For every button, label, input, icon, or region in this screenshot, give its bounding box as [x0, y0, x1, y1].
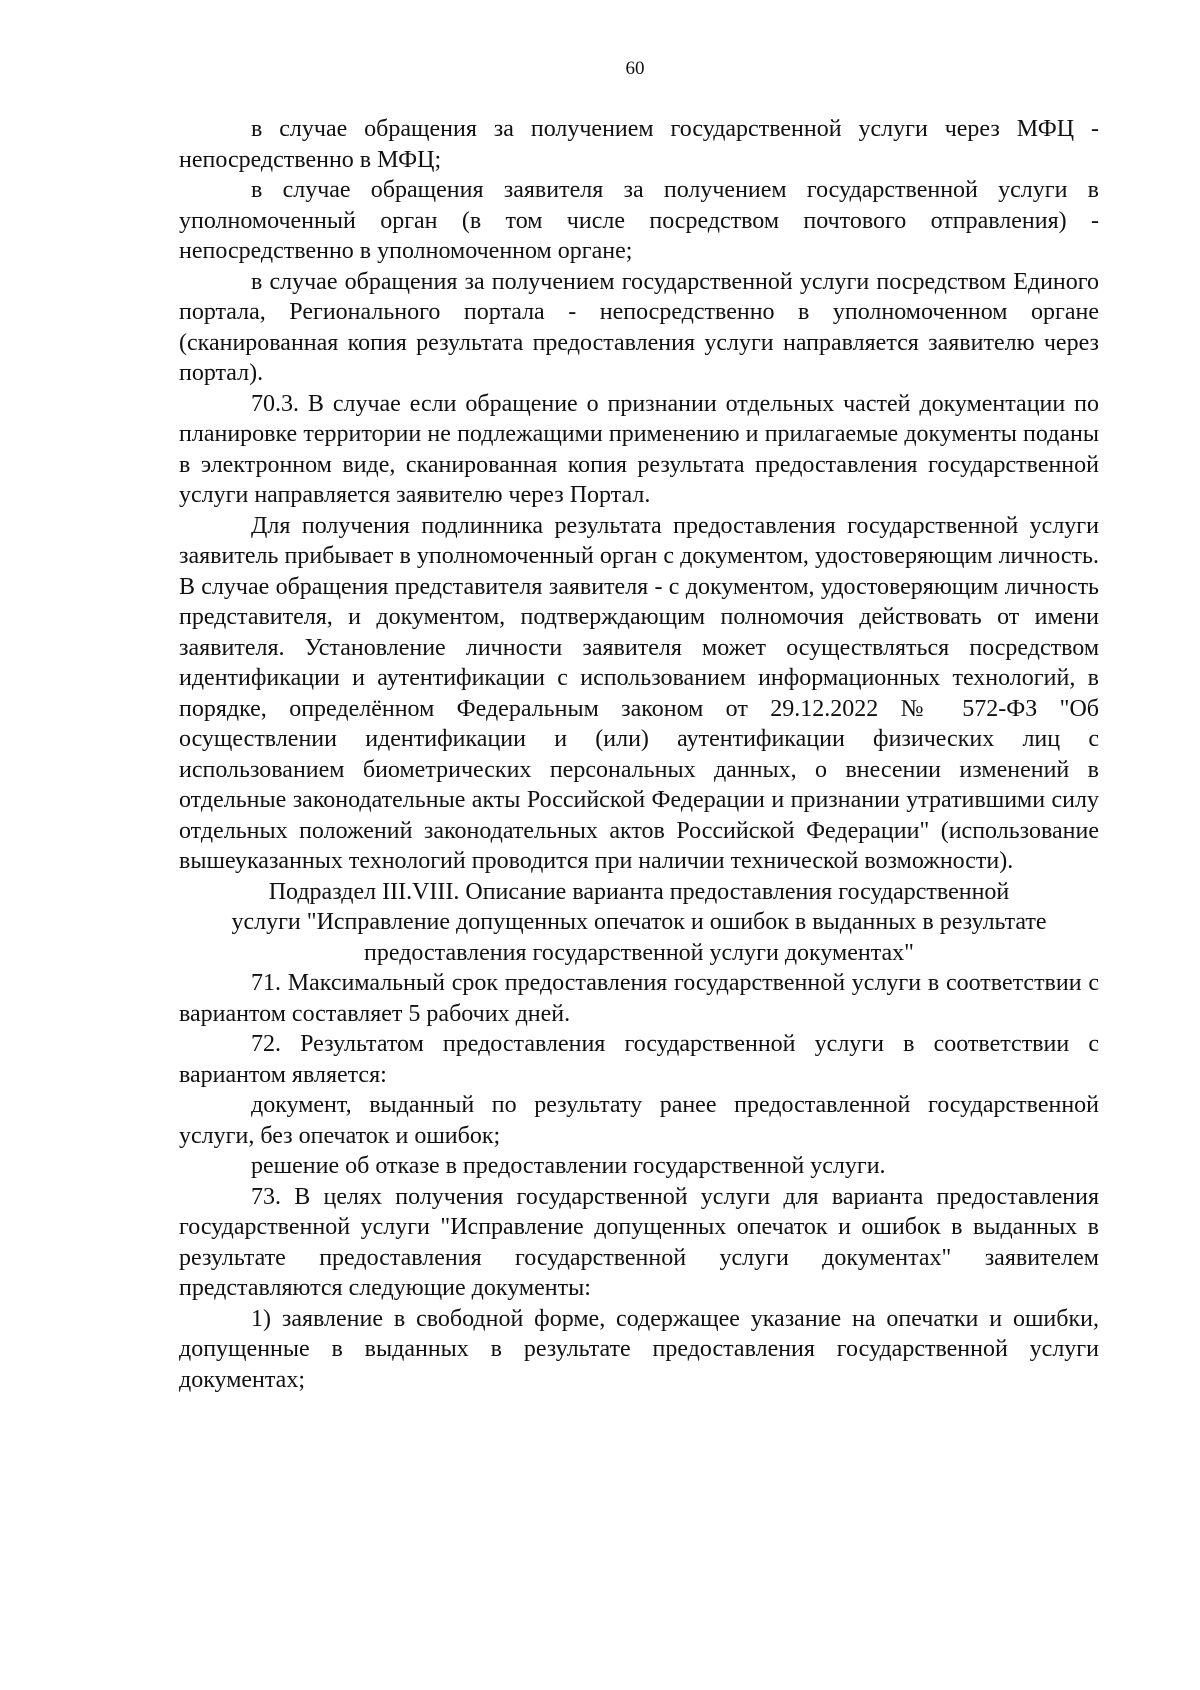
subsection-heading-line-2: услуги "Исправление допущенных опечаток и ошибок в выданных в результате	[231, 909, 1047, 935]
paragraph-73-item-1: 1) заявление в свободной форме, содержащее указание на опечатки и ошибки, допущенные в выданных в результате предоставления государственной услуги документах;	[179, 1305, 1099, 1393]
page-number: 60	[625, 58, 645, 79]
paragraph-72: 72. Результатом предоставления государственной услуги в соответствии с вариантом является:	[179, 1031, 1099, 1088]
subsection-heading-line-1: Подраздел III.VIII. Описание варианта предоставления государственной	[268, 878, 1010, 905]
paragraph-72-result-refusal: решение об отказе в предоставлении государственной услуги.	[251, 1153, 886, 1179]
paragraph-73: 73. В целях получения государственной услуги для варианта предоставления государственной услуги "Исправление допущенных опечаток и ошибок в выданных в результате предоставления государственной услуги документах" заявителем представляются следующие документы:	[179, 1183, 1099, 1301]
paragraph-72-result-document: документ, выданный по результату ранее предоставленной государственной услуги, без опечаток и ошибок;	[179, 1092, 1099, 1149]
subsection-heading	[179, 877, 1099, 969]
paragraph-mfc-receipt: в случае обращения за получением государственной услуги через МФЦ - непосредственно в МФЦ;	[179, 116, 1099, 173]
document-body	[179, 114, 1099, 1395]
paragraph-71: 71. Максимальный срок предоставления государственной услуги в соответствии с вариантом составляет 5 рабочих дней.	[179, 970, 1099, 1027]
paragraph-70-3: 70.3. В случае если обращение о признании отдельных частей документации по планировке территории не подлежащими применению и прилагаемые документы поданы в электронном виде, сканированная копия результата предоставления государственной услуги направляется заявителю через Портал.	[179, 390, 1099, 508]
paragraph-original-result: Для получения подлинника результата предоставления государственной услуги заявитель прибывает в уполномоченный орган с документом, удостоверяющим личность. В случае обращения представителя заявителя - с документом, удостоверяющим личность представителя, и документом, подтверждающим полномочия действовать от имени заявителя. Установление личности заявителя может осуществляться посредством идентификации и аутентификации с использованием информационных технологий, в порядке, определённом Федеральным законом от 29.12.2022 № 572-ФЗ "Об осуществлении идентификации и (или) аутентификации физических лиц с использованием биометрических персональных данных, о внесении изменений в отдельные законодательные акты Российской Федерации и признании утратившими силу отдельных положений законодательных актов Российской Федерации" (использование вышеуказанных технологий проводится при наличии технической возможности).	[179, 512, 1099, 874]
subsection-heading-line-3: предоставления государственной услуги документах"	[364, 939, 914, 966]
paragraph-authority-receipt: в случае обращения заявителя за получением государственной услуги в уполномоченный орган (в том числе посредством почтового отправления) - непосредственно в уполномоченном органе;	[179, 177, 1099, 264]
paragraph-portal-receipt: в случае обращения за получением государственной услуги посредством Единого портала, Регионального портала - непосредственно в уполномоченном органе (сканированная копия результата предоставления услуги направляется заявителю через портал).	[179, 268, 1099, 386]
